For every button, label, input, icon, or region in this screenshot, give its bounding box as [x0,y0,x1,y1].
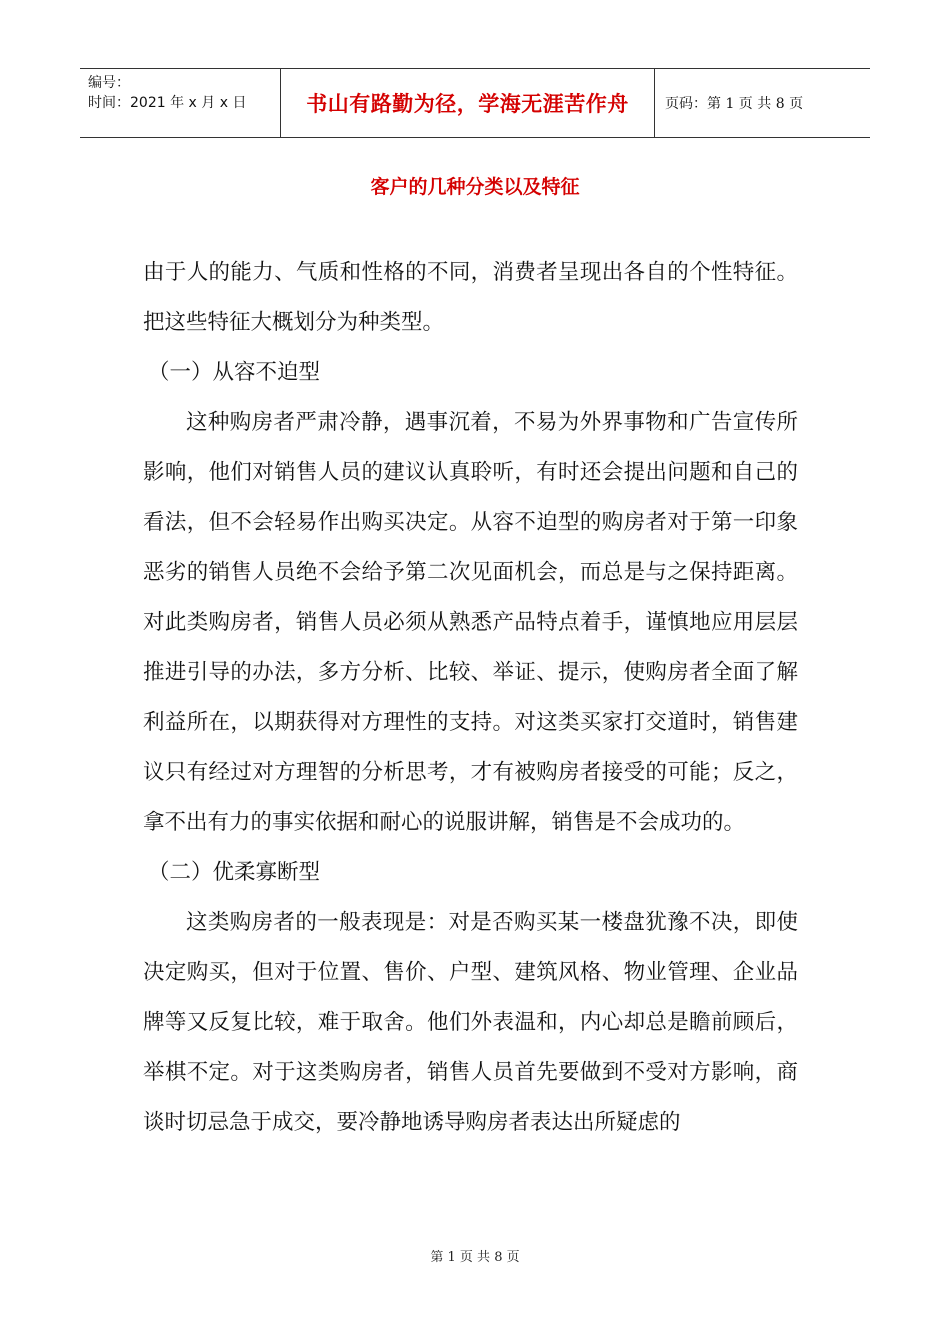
section-paragraph-1: 这种购房者严肃冷静，遇事沉着，不易为外界事物和广告宣传所影响，他们对销售人员的建议认真聆听，有时还会提出问题和自己的看法，但不会轻易作出购买决定。从容不迫型的购房者对于第一印象恶劣的销售人员绝不会给予第二次见面机会，而总是与之保持距离。对此类购房者，销售人员必须从熟悉产品特点着手，谨慎地应用层层推进引导的办法，多方分析、比较、举证、提示，使购房者全面了解利益所在，以期获得对方理性的支持。对这类买家打交道时，销售建议只有经过对方理智的分析思考，才有被购房者接受的可能；反之，拿不出有力的事实依据和耐心的说服讲解，销售是不会成功的。 [143,410,798,835]
header-motto: 书山有路勤为径，学海无涯苦作舟 [281,69,655,137]
page-footer: 第 1 页 共 8 页 [430,1250,520,1265]
section-heading-2: （二）优柔寡断型 [148,860,321,885]
header-meta [80,69,281,137]
time-label: 时间：2021 年 x 月 x 日 [88,95,247,111]
section-heading-1: （一）从容不迫型 [148,360,321,385]
number-label: 编号： [88,75,130,91]
document-header [80,68,870,138]
section-paragraph-2: 这类购房者的一般表现是：对是否购买某一楼盘犹豫不决，即使决定购买，但对于位置、售价、户型、建筑风格、物业管理、企业品牌等又反复比较，难于取舍。他们外表温和，内心却总是瞻前顾后，举棋不定。对于这类购房者，销售人员首先要做到不受对方影响，商谈时切忌急于成交，要冷静地诱导购房者表达出所疑虑的 [143,910,798,1135]
intro-paragraph: 由于人的能力、气质和性格的不同，消费者呈现出各自的个性特征。把这些特征大概划分为种类型。 [143,260,798,335]
document-title: 客户的几种分类以及特征 [370,176,580,198]
header-page-info: 页码：第 1 页 共 8 页 [665,96,804,112]
document-body [143,248,798,1148]
